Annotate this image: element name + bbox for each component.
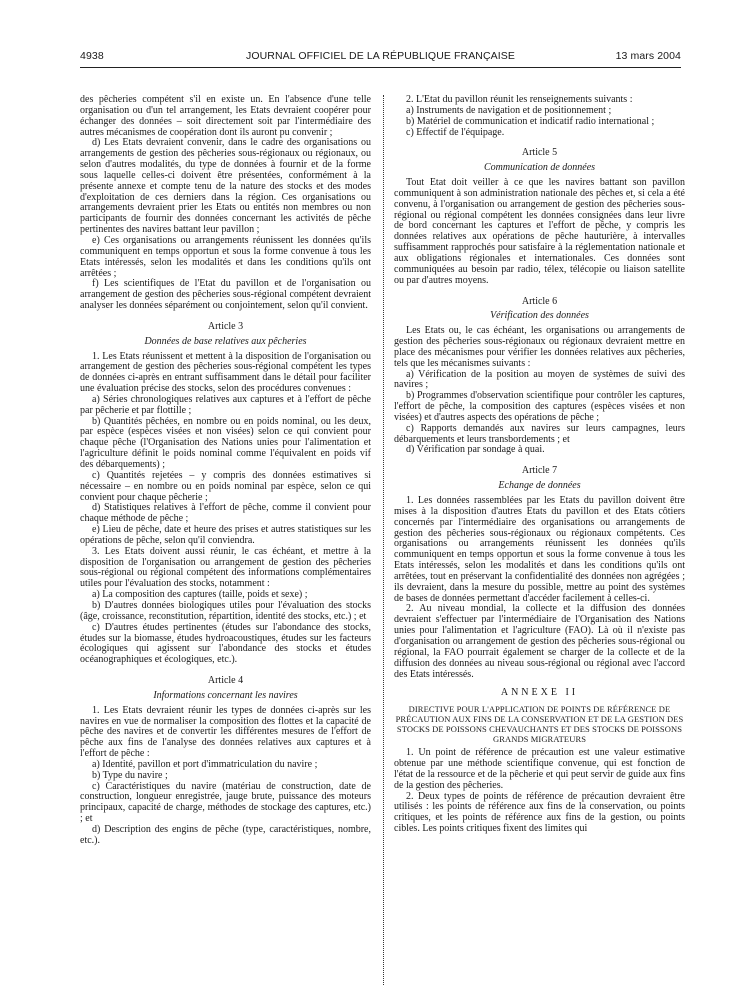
page-number: 4938	[80, 50, 104, 62]
list-item: a) Identité, pavillon et port d'immatriculation du navire ;	[92, 758, 318, 770]
article-heading: Article 5	[521, 147, 558, 159]
annex-title: DIRECTIVE POUR L'APPLICATION DE POINTS DE RÉFÉRENCE DE PRÉCAUTION AUX FINS DE LA CONSERVATION ET DE LA GESTION DES STOCKS DE POISSONS CHEVAUCHANTS ET DES STOCKS DE POISSONS GRANDS MIGRATEURS	[395, 704, 684, 745]
list-item: b) D'autres données biologiques utiles pour l'évaluation des stocks (âge, croissance, reconstitution, répartition, identité des stocks, etc.) ; et	[80, 599, 371, 622]
list-item: b) Quantités pêchées, en nombre ou en poids nominal, ou les deux, par espèce (espèces visées et non visées) selon ce qui convient pour chaque pêche (l'Organisation des Nations unies pour l'alimentation et l'agriculture définit le poids nominal comme l'équivalent en poids vif des débarquements) ;	[80, 415, 371, 470]
list-item: d) Statistiques relatives à l'effort de pêche, comme il convient pour chaque méthode de pêche ;	[80, 502, 371, 525]
annex-heading: ANNEXE II	[500, 687, 579, 699]
column-divider	[383, 95, 384, 985]
paragraph: 1. Les Etats réunissent et mettent à la disposition de l'organisation ou arrangement de gestion des pêcheries sous-régional compétent les types de données ci-après en entrant suffisamment dans le détail pour faciliter une évaluation précise des stocks, selon des procédures convenues :	[80, 350, 371, 395]
article-title: Vérification des données	[490, 310, 589, 322]
journal-title: JOURNAL OFFICIEL DE LA RÉPUBLIQUE FRANÇAISE	[246, 50, 515, 62]
list-item: a) Instruments de navigation et de positionnement ;	[406, 104, 612, 116]
list-item: b) Type du navire ;	[92, 769, 168, 781]
list-item: c) Rapports demandés aux navires sur leurs campagnes, leurs débarquements et leurs transbordements ; et	[394, 422, 685, 445]
left-column	[80, 95, 371, 985]
list-item: a) Vérification de la position au moyen de systèmes de suivi des navires ;	[394, 368, 685, 391]
paragraph: 3. Les Etats doivent aussi réunir, le cas échéant, et mettre à la disposition de l'organisation ou arrangement de gestion des pêcheries sous-régional ou régional compétent des informations complémentaires utiles pour l'évaluation des stocks, notamment :	[80, 545, 371, 590]
article-title: Informations concernant les navires	[153, 689, 298, 701]
paragraph: 2. Deux types de points de référence de précaution devraient être utilisés : les points de référence aux fins de la conservation, ou points critiques, et les points de référence aux fins de la gestion, ou points cibles. Les points critiques fixent des limites qui	[394, 790, 685, 835]
header-rule	[80, 67, 681, 68]
article-title: Communication de données	[483, 162, 596, 174]
paragraph: 1. Un point de référence de précaution est une valeur estimative obtenue par une méthode scientifique convenue, qui est fonction de l'état de la ressource et de la pêcherie et qui peut servir de guide aux fins de la gestion des pêcheries.	[394, 747, 685, 791]
paragraph: 1. Les données rassemblées par les Etats du pavillon doivent être mises à la disposition d'autres Etats du pavillon et des Etats côtiers concernés par l'intermédiaire des organisations ou arrangements de gestion des pêcheries sous-régionaux ou régionaux compétents. Ces organisations ou arrangements réunissent les données qu'ils communiquent en temps opportun et sous la forme convenue à tous les Etats intéressés, selon les modalités et dans les conditions qu'ils ont arrêtées, tout en préservant la confidentialité des données non agrégées ; ils devraient, dans la mesure du possible, mettre au point des systèmes de bases de données permettant d'accéder facilement à celles-ci.	[394, 495, 685, 604]
publication-date: 13 mars 2004	[615, 50, 681, 62]
list-item: a) Séries chronologiques relatives aux captures et à l'effort de pêche par pêcherie et par flottille ;	[80, 393, 371, 416]
paragraph: 2. L'Etat du pavillon réunit les renseignements suivants :	[406, 95, 633, 105]
paragraph: e) Ces organisations ou arrangements réunissent les données qu'ils communiquent en temps opportun et sous la forme convenue à tous les Etats intéressés, selon les modalités et dans les conditions qu'ils ont arrêtées ;	[80, 234, 371, 279]
list-item: c) Caractéristiques du navire (matériau de construction, date de construction, longueur enregistrée, jauge brute, puissance des moteurs principaux, capacité de charge, méthodes de stockage des captures, etc.) ; et	[80, 780, 371, 825]
paragraph: Les Etats ou, le cas échéant, les organisations ou arrangements de gestion des pêcheries sous-régionaux ou régionaux devraient mettre en place des mécanismes pour vérifier les données relatives aux pêcheries, tels que les mécanismes suivants :	[394, 325, 685, 369]
list-item: c) D'autres études pertinentes (études sur l'abondance des stocks, études sur la biomasse, études hydroacoustiques, études sur les facteurs écologiques qui agissent sur l'abondance des stocks et études océanographiques et écologiques, etc.).	[80, 621, 371, 666]
list-item: b) Programmes d'observation scientifique pour contrôler les captures, l'effort de pêche, la composition des captures (espèces visées et non visées) et d'autres aspects des opérations de pêche ;	[394, 390, 685, 423]
list-item: d) Description des engins de pêche (type, caractéristiques, nombre, etc.).	[80, 824, 371, 846]
paragraph: 2. Au niveau mondial, la collecte et la diffusion des données devraient s'effectuer par l'intermédiaire de l'Organisation des Nations unies pour l'alimentation et l'agriculture (FAO). Là où il n'existe pas d'organisation ou arrangement de gestion des pêcheries sous-régional ou régional, la FAO pourrait également se charger de la collecte et de la diffusion des données au niveau sous-régional ou régional avec l'accord des Etats intéressés.	[394, 603, 685, 680]
article-heading: Article 7	[521, 465, 558, 477]
article-title: Echange de données	[498, 480, 581, 492]
list-item: e) Lieu de pêche, date et heure des prises et autres statistiques sur les opérations de pêche, selon qu'il conviendra.	[80, 524, 371, 546]
list-item: c) Quantités rejetées – y compris des données estimatives si nécessaire – en nombre ou en poids nominal par espèce, selon ce qui convient pour chaque pêcherie ;	[80, 469, 371, 503]
list-item: b) Matériel de communication et indicatif radio international ;	[406, 115, 655, 127]
list-item: d) Vérification par sondage à quai.	[406, 444, 545, 456]
paragraph: f) Les scientifiques de l'Etat du pavillon et de l'organisation ou arrangement de gestion des pêcheries sous-régional compétent devraient analyser les données séparément ou conjointement, selon qu'il convient.	[80, 278, 371, 312]
paragraph: Tout Etat doit veiller à ce que les navires battant son pavillon communiquent à son administration nationale des pêches et, si cela a été convenu, à l'organisation ou arrangement de gestion des pêcheries sous-régional ou régional compétent les données consignées dans leur livre de bord concernant les captures et l'effort de pêche, y compris les données relatives aux opérations de pêche hauturière, à intervalles suffisamment rapprochés pour satisfaire à la réglementation nationale et aux obligations régionales et internationales. Ces données sont communiquées au besoin par radio, télex, télécopie ou liaison satellite ou par d'autres moyens.	[394, 177, 685, 286]
article-heading: Article 4	[207, 675, 244, 687]
list-item: c) Effectif de l'équipage.	[406, 126, 505, 138]
article-title: Données de base relatives aux pêcheries	[144, 335, 307, 347]
page-header	[80, 50, 681, 64]
article-heading: Article 6	[521, 295, 558, 307]
right-column	[394, 95, 685, 985]
paragraph: 1. Les Etats devraient réunir les types de données ci-après sur les navires en vue de normaliser la composition des flottes et la capacité de pêche des navires et de convertir les différentes mesures de l'effort de pêche aux fins de l'analyse des données relatives aux captures et à l'effort de pêche :	[80, 704, 371, 760]
paragraph: d) Les Etats devraient convenir, dans le cadre des organisations ou arrangements de gestion des pêcheries sous-régionaux ou régionaux, ou selon d'autres modalités, du type de données à fournir et de la forme sous laquelle celles-ci doivent être présentées, conformément à la présente annexe et compte tenu de la nature des stocks et des modes d'exploitation de ces derniers dans la région. Ces organisations ou arrangements devraient prier les Etats ou entités non membres ou non participants de fournir des données concernant les activités de pêche pertinentes des navires battant leur pavillon ;	[80, 137, 371, 236]
paragraph: des pêcheries compétent s'il en existe un. En l'absence d'une telle organisation ou d'un tel arrangement, les Etats devraient coopérer pour échanger des données – soit directement soit par l'intermédiaire des autres mécanismes de coopération dont ils auront pu convenir ;	[80, 95, 371, 138]
article-heading: Article 3	[207, 320, 244, 332]
list-item: a) La composition des captures (taille, poids et sexe) ;	[92, 589, 308, 601]
